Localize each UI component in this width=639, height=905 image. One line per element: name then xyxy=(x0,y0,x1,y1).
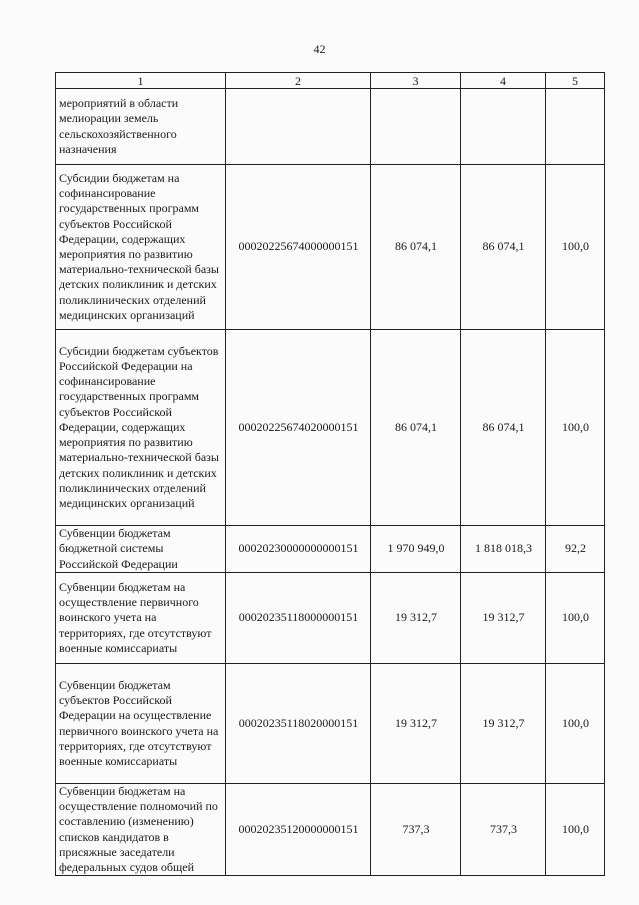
column-header: 5 xyxy=(546,73,605,89)
row-actual-cell xyxy=(461,89,546,165)
row-code-cell: 00020230000000000151 xyxy=(226,526,371,573)
row-name-cell: Субвенции бюджетам на осуществление первичного воинского учета на территориях, где отсутствуют военные комиссариаты xyxy=(56,573,226,664)
row-plan-cell xyxy=(371,89,461,165)
row-name-cell: Субвенции бюджетам бюджетной системы Российской Федерации xyxy=(56,526,226,573)
row-plan-cell: 737,3 xyxy=(371,784,461,876)
table-header-row xyxy=(56,73,605,89)
row-percent-cell: 92,2 xyxy=(546,526,605,573)
row-plan-cell: 1 970 949,0 xyxy=(371,526,461,573)
row-name-cell: мероприятий в области мелиорации земель сельскохозяйственного назначения xyxy=(56,89,226,165)
row-actual-cell: 86 074,1 xyxy=(461,165,546,330)
row-code-cell xyxy=(226,89,371,165)
row-actual-cell: 737,3 xyxy=(461,784,546,876)
column-header: 4 xyxy=(461,73,546,89)
budget-table xyxy=(55,72,605,876)
row-plan-cell: 19 312,7 xyxy=(371,573,461,664)
row-name-cell: Субвенции бюджетам субъектов Российской Федерации на осуществление первичного воинского учета на территориях, где отсутствуют военные комиссариаты xyxy=(56,664,226,784)
row-percent-cell: 100,0 xyxy=(546,664,605,784)
table-row xyxy=(56,784,605,876)
row-percent-cell: 100,0 xyxy=(546,573,605,664)
table-row xyxy=(56,573,605,664)
row-actual-cell: 19 312,7 xyxy=(461,664,546,784)
row-code-cell: 00020235120000000151 xyxy=(226,784,371,876)
row-actual-cell: 86 074,1 xyxy=(461,330,546,526)
row-percent-cell: 100,0 xyxy=(546,330,605,526)
table-row xyxy=(56,526,605,573)
row-name-cell: Субвенции бюджетам на осуществление полномочий по составлению (изменению) списков кандидатов в присяжные заседатели федеральных судов общей xyxy=(56,784,226,876)
row-name-cell: Субсидии бюджетам на софинансирование государственных программ субъектов Российской Федерации, содержащих мероприятия по развитию материально-технической базы детских поликлиник и детских поликлинических отделений медицинских организаций xyxy=(56,165,226,330)
row-plan-cell: 19 312,7 xyxy=(371,664,461,784)
table-row xyxy=(56,89,605,165)
row-code-cell: 00020235118000000151 xyxy=(226,573,371,664)
column-header: 2 xyxy=(226,73,371,89)
row-code-cell: 00020235118020000151 xyxy=(226,664,371,784)
row-plan-cell: 86 074,1 xyxy=(371,165,461,330)
page-number: 42 xyxy=(313,42,326,56)
row-plan-cell: 86 074,1 xyxy=(371,330,461,526)
row-percent-cell xyxy=(546,89,605,165)
row-actual-cell: 19 312,7 xyxy=(461,573,546,664)
row-percent-cell: 100,0 xyxy=(546,165,605,330)
table-row xyxy=(56,664,605,784)
column-header: 3 xyxy=(371,73,461,89)
row-code-cell: 00020225674020000151 xyxy=(226,330,371,526)
row-name-cell: Субсидии бюджетам субъектов Российской Федерации на софинансирование государственных программ субъектов Российской Федерации, содержащих мероприятия по развитию материально-технической базы детских поликлиник и детских поликлинических отделений медицинских организаций xyxy=(56,330,226,526)
table-row xyxy=(56,165,605,330)
row-actual-cell: 1 818 018,3 xyxy=(461,526,546,573)
column-header: 1 xyxy=(56,73,226,89)
row-code-cell: 00020225674000000151 xyxy=(226,165,371,330)
table-row xyxy=(56,330,605,526)
row-percent-cell: 100,0 xyxy=(546,784,605,876)
